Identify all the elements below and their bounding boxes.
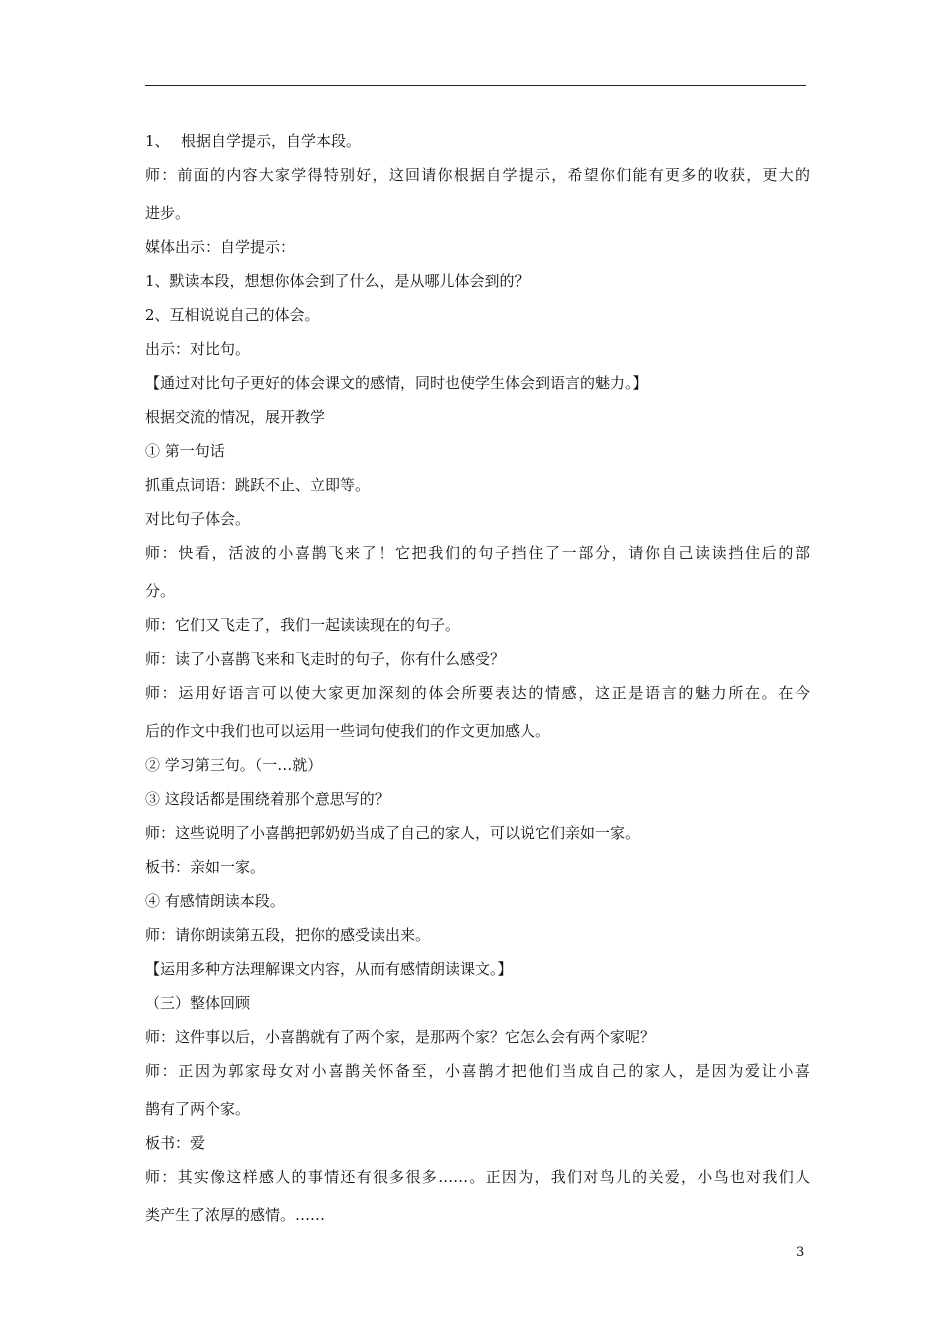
- paragraph-line: 1、默读本段，想想你体会到了什么，是从哪儿体会到的？: [145, 272, 530, 290]
- paragraph-line: 抓重点词语：跳跃不止、立即等。: [145, 476, 371, 494]
- paragraph-line: 师：其实像这样感人的事情还有很多很多……。正因为，我们对鸟儿的关爱，小鸟也对我们人: [145, 1168, 810, 1186]
- paragraph-line: 对比句子体会。: [145, 510, 251, 528]
- paragraph-line: 师：它们又飞走了，我们一起读读现在的句子。: [145, 616, 461, 634]
- page-number: 3: [796, 1245, 805, 1260]
- paragraph-line: 板书：爱: [145, 1134, 206, 1152]
- paragraph-line: ② 学习第三句。（一…就）: [145, 756, 323, 774]
- document-body: [145, 124, 810, 1232]
- line-text: 根据自学提示，自学本段。: [181, 132, 362, 150]
- paragraph-line: 师：运用好语言可以使大家更加深刻的体会所要表达的情感，这正是语言的魅力所在。在今: [145, 684, 810, 702]
- paragraph-line: （三）整体回顾: [145, 994, 251, 1012]
- paragraph-line: 分。: [145, 582, 176, 600]
- paragraph-line: 师：正因为郭家母女对小喜鹊关怀备至，小喜鹊才把他们当成自己的家人，是因为爱让小喜: [145, 1062, 810, 1080]
- paragraph-line: 师：快看，活波的小喜鹊飞来了！它把我们的句子挡住了一部分，请你自己读读挡住后的部: [145, 544, 810, 562]
- paragraph-line: ③ 这段话都是围绕着那个意思写的？: [145, 790, 390, 808]
- paragraph-line: 师：前面的内容大家学得特别好，这回请你根据自学提示，希望你们能有更多的收获，更大的: [145, 166, 810, 184]
- paragraph-line: 【运用多种方法理解课文内容，从而有感情朗读课文。】: [145, 960, 513, 978]
- paragraph-line: 师：读了小喜鹊飞来和飞走时的句子，你有什么感受？: [145, 650, 506, 668]
- paragraph-line: 鹊有了两个家。: [145, 1100, 251, 1118]
- paragraph-line: 【通过对比句子更好的体会课文的感情，同时也使学生体会到语言的魅力。】: [145, 374, 648, 392]
- list-number: 1、: [145, 132, 170, 150]
- paragraph-line: 媒体出示：自学提示：: [145, 238, 296, 256]
- paragraph-line: 出示：对比句。: [145, 340, 251, 358]
- paragraph-line: 师：请你朗读第五段，把你的感受读出来。: [145, 926, 431, 944]
- paragraph-line: ① 第一句话: [145, 442, 225, 460]
- paragraph-line: 师：这件事以后，小喜鹊就有了两个家，是那两个家？它怎么会有两个家呢？: [145, 1028, 656, 1046]
- paragraph-line: 后的作文中我们也可以运用一些词句使我们的作文更加感人。: [145, 722, 551, 740]
- header-rule: [145, 85, 806, 86]
- paragraph-line: ④ 有感情朗读本段。: [145, 892, 285, 910]
- paragraph-line: 根据交流的情况，展开教学: [145, 408, 326, 426]
- paragraph-line: 板书：亲如一家。: [145, 858, 266, 876]
- paragraph-line: 师：这些说明了小喜鹊把郭奶奶当成了自己的家人，可以说它们亲如一家。: [145, 824, 641, 842]
- paragraph-line: 2、互相说说自己的体会。: [145, 306, 320, 324]
- paragraph-line: [145, 124, 810, 158]
- paragraph-line: 进步。: [145, 204, 191, 222]
- paragraph-line: 类产生了浓厚的感情。……: [145, 1206, 326, 1224]
